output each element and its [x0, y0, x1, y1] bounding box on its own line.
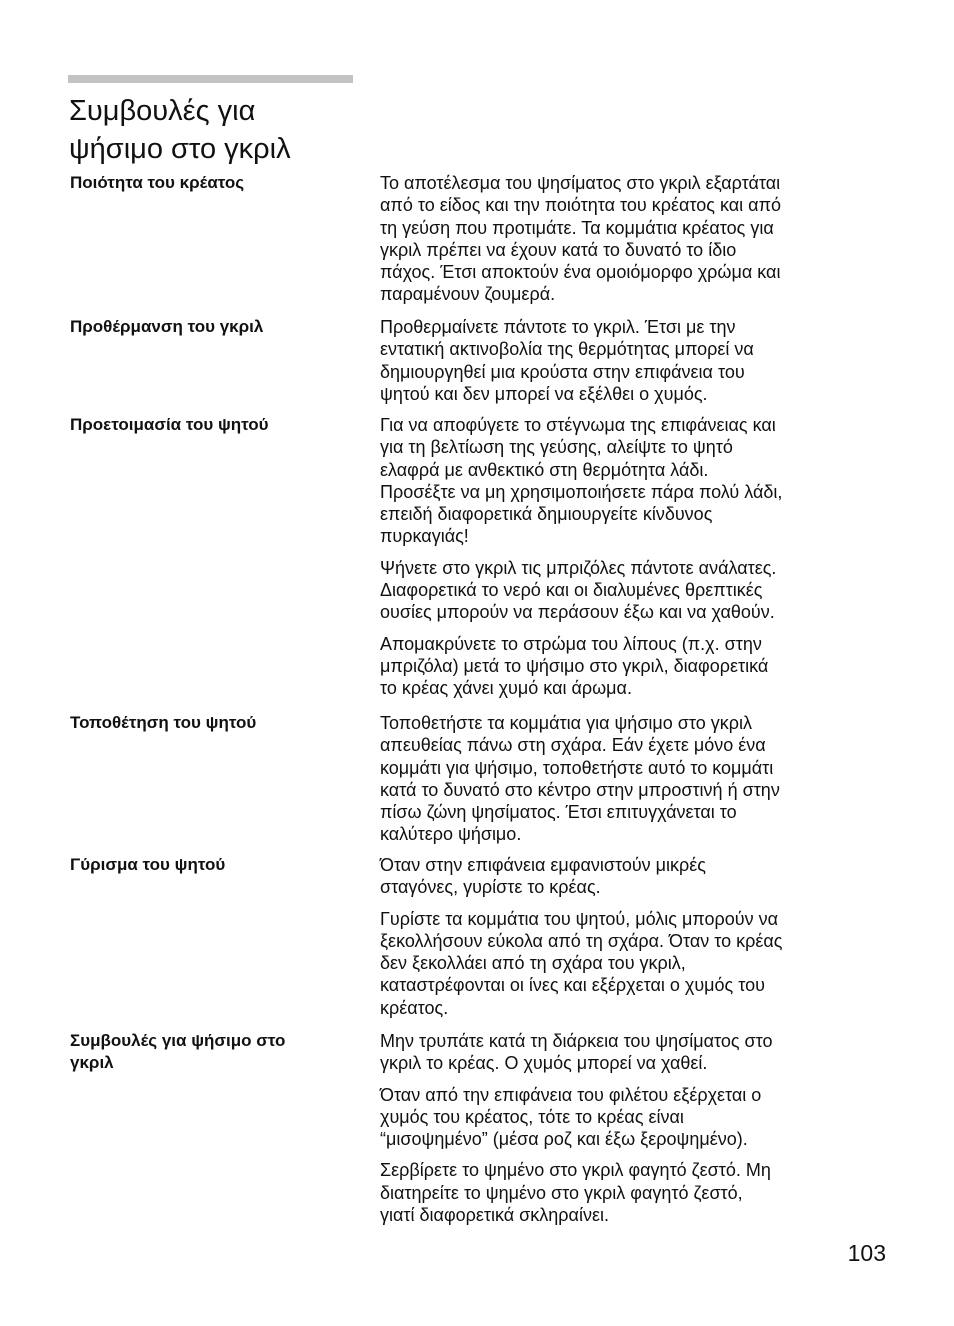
paragraph-line: Προσέξτε να μη χρησιμοποιήσετε πάρα πολύ λάδι, [380, 481, 783, 502]
body-paragraph [380, 854, 895, 899]
section-heading: Ποιότητα του κρέατος [70, 173, 245, 192]
paragraph-line: γιατί διαφορετικά σκληραίνει. [380, 1205, 609, 1226]
body-paragraph [380, 1030, 895, 1075]
paragraph-line: κομμάτι για ψήσιμο, τοποθετήστε αυτό το κομμάτι [380, 757, 774, 778]
body-paragraph [380, 633, 895, 700]
paragraph-line: γκριλ το κρέας. Ο χυμός μπορεί να χαθεί. [380, 1053, 708, 1074]
section-heading: Προθέρμανση του γκριλ [70, 317, 264, 336]
paragraph-line: πίσω ζώνη ψησίματος. Έτσι επιτυγχάνεται το [380, 802, 737, 823]
paragraph-line: απευθείας πάνω στη σχάρα. Εάν έχετε μόνο ένα [380, 735, 766, 756]
section-heading: Προετοιμασία του ψητού [70, 415, 269, 434]
page-title-line-2: ψήσιμο στο γκριλ [69, 133, 291, 165]
section-heading: Τοποθέτηση του ψητού [70, 713, 257, 732]
paragraph-line: Ψήνετε στο γκριλ τις μπριζόλες πάντοτε ανάλατες. [380, 557, 777, 578]
body-paragraph [380, 1159, 895, 1226]
body-paragraph [380, 557, 895, 624]
paragraph-line: “μισοψημένο” (μέσα ροζ και έξω ξεροψημένο). [380, 1129, 748, 1150]
paragraph-line: Προθερμαίνετε πάντοτε το γκριλ. Έτσι με την [380, 317, 736, 337]
paragraph-line: καλύτερο ψήσιμο. [380, 824, 522, 845]
paragraph-line: γκριλ πρέπει να έχουν κατά το δυνατό το ίδιο [380, 239, 737, 260]
header-rule [68, 75, 353, 83]
paragraph-line: ουσίες μπορούν να περάσουν έξω και να χαθούν. [380, 602, 775, 623]
body-paragraph [380, 712, 895, 846]
paragraph-line: Διαφορετικά το νερό και οι διαλυμένες θρεπτικές [380, 580, 763, 601]
paragraph-line: επειδή διαφορετικά δημιουργείτε κίνδυνος [380, 504, 713, 525]
paragraph-line: δημιουργηθεί μια κρούστα στην επιφάνεια του [380, 361, 745, 382]
section-body [380, 414, 895, 709]
paragraph-line: εντατική ακτινοβολία της θερμότητας μπορεί να [380, 339, 754, 360]
paragraph-line: τη γεύση που προτιμάτε. Τα κομμάτια κρέατος για [380, 217, 774, 238]
body-paragraph [380, 316, 895, 405]
paragraph-line: μπριζόλα) μετά το ψήσιμο στο γκριλ, διαφορετικά [380, 655, 769, 676]
paragraph-line: Γυρίστε τα κομμάτια του ψητού, μόλις μπορούν να [380, 908, 778, 929]
paragraph-line: σταγόνες, γυρίστε το κρέας. [380, 877, 601, 898]
paragraph-line: από το είδος και την ποιότητα του κρέατος και από [380, 195, 782, 216]
paragraph-line: Όταν στην επιφάνεια εμφανιστούν μικρές [380, 855, 706, 875]
paragraph-line: χυμός του κρέατος, τότε το κρέας είναι [380, 1106, 684, 1127]
section-body [380, 854, 895, 1028]
paragraph-line: ξεκολλήσουν εύκολα από τη σχάρα. Όταν το κρέας [380, 930, 783, 951]
body-paragraph [380, 172, 895, 306]
paragraph-line: για τη βελτίωση της γεύσης, αλείψτε το ψητό [380, 437, 733, 458]
paragraph-line: το κρέας χάνει χυμό και άρωμα. [380, 678, 632, 699]
paragraph-line: πάχος. Έτσι αποκτούν ένα ομοιόμορφο χρώμα και [380, 262, 781, 283]
section-heading: Συμβουλές για ψήσιμο στο γκριλ [70, 1031, 286, 1072]
body-paragraph [380, 908, 895, 1019]
body-paragraph [380, 1084, 895, 1151]
paragraph-line: Το αποτέλεσμα του ψησίματος στο γκριλ εξαρτάται [380, 173, 781, 193]
page-title-line-1: Συμβουλές για [69, 95, 256, 127]
page-number: 103 [847, 1240, 886, 1266]
paragraph-line: Τοποθετήστε τα κομμάτια για ψήσιμο στο γκριλ [380, 713, 753, 733]
paragraph-line: Μην τρυπάτε κατά τη διάρκεια του ψησίματος στο [380, 1031, 773, 1051]
paragraph-line: κατά το δυνατό στο κέντρο στην μπροστινή ή στην [380, 779, 780, 800]
section-body [380, 172, 895, 315]
paragraph-line: διατηρείτε το ψημένο στο γκριλ φαγητό ζεστό, [380, 1182, 743, 1203]
paragraph-line: Όταν από την επιφάνεια του φιλέτου εξέρχεται ο [380, 1084, 762, 1105]
paragraph-line: Απομακρύνετε το στρώμα του λίπους (π.χ. στην [380, 633, 762, 654]
paragraph-line: Για να αποφύγετε το στέγνωμα της επιφάνειας και [380, 415, 776, 435]
section-body [380, 1030, 895, 1235]
paragraph-line: πυρκαγιάς! [380, 526, 469, 547]
paragraph-line: παραμένουν ζουμερά. [380, 284, 556, 305]
paragraph-line: καταστρέφονται οι ίνες και εξέρχεται ο χυμός του [380, 975, 765, 996]
section-body [380, 712, 895, 855]
body-paragraph [380, 414, 895, 548]
paragraph-line: ψητού και δεν μπορεί να εξέλθει ο χυμός. [380, 383, 708, 404]
section-body [380, 316, 895, 414]
paragraph-line: ελαφρά με ανθεκτικό στη θερμότητα λάδι. [380, 459, 709, 480]
section-heading: Γύρισμα του ψητού [70, 855, 226, 874]
paragraph-line: Σερβίρετε το ψημένο στο γκριλ φαγητό ζεστό. Μη [380, 1160, 771, 1181]
page-title [69, 92, 369, 168]
paragraph-line: δεν ξεκολλάει από τη σχάρα του γκριλ, [380, 953, 686, 974]
paragraph-line: κρέατος. [380, 997, 449, 1018]
